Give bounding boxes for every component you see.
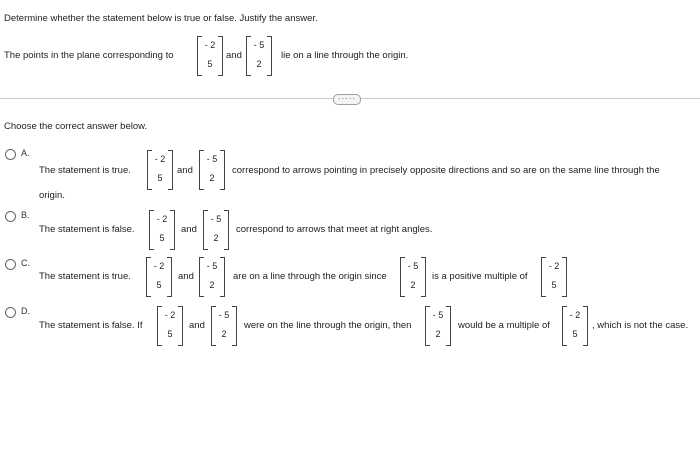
vector-a-top: - 2: [204, 40, 216, 50]
option-c-vector-a-top: - 2: [153, 261, 165, 271]
option-c-vector-a-bottom: 5: [156, 280, 162, 290]
option-c-and: and: [178, 271, 194, 282]
option-a-vector-b-bottom: 2: [209, 173, 215, 183]
vector-b-matrix: [246, 36, 272, 76]
vector-b-bottom: 2: [256, 59, 262, 69]
option-c-vector-b-2-top: - 5: [407, 261, 419, 271]
option-d-vector-a-2-top: - 2: [569, 310, 581, 320]
question-and: and: [226, 50, 242, 61]
option-c-radio[interactable]: [5, 259, 16, 270]
option-b-vector-b-bottom: 2: [213, 233, 219, 243]
question-statement-post: lie on a line through the origin.: [281, 50, 409, 61]
option-b-radio[interactable]: [5, 211, 16, 222]
option-c-vector-a-2-bottom: 5: [551, 280, 557, 290]
option-b-vector-a: [149, 210, 175, 250]
option-d-vector-b-top: - 5: [218, 310, 230, 320]
option-d-vector-a-2-bottom: 5: [572, 329, 578, 339]
option-b-letter: B.: [21, 210, 30, 220]
vector-b-top: - 5: [253, 40, 265, 50]
option-b-vector-a-top: - 2: [156, 214, 168, 224]
option-d-vector-a-top: - 2: [164, 310, 176, 320]
option-d-vector-b-2-top: - 5: [432, 310, 444, 320]
option-a-text-pre: The statement is true.: [39, 165, 131, 176]
option-c-vector-b-2: [400, 257, 426, 297]
option-c-vector-b-2-bottom: 2: [410, 280, 416, 290]
option-d-letter: D.: [21, 306, 30, 316]
option-b-vector-b: [203, 210, 229, 250]
option-a-vector-b: [199, 150, 225, 190]
option-d-text-mid2: would be a multiple of: [458, 320, 550, 331]
option-c-vector-a: [146, 257, 172, 297]
option-b-text-pre: The statement is false.: [39, 224, 135, 235]
option-c-letter: C.: [21, 258, 30, 268]
option-a-vector-a: [147, 150, 173, 190]
option-c-vector-a-2-top: - 2: [548, 261, 560, 271]
option-c-text-pre: The statement is true.: [39, 271, 131, 282]
option-d-vector-a-2: [562, 306, 588, 346]
expand-more-button[interactable]: ·····: [333, 94, 361, 105]
option-c-vector-b-bottom: 2: [209, 280, 215, 290]
option-a-vector-a-top: - 2: [154, 154, 166, 164]
option-c-vector-b: [199, 257, 225, 297]
option-c-text-mid2: is a positive multiple of: [432, 271, 528, 282]
option-d-and: and: [189, 320, 205, 331]
option-d-radio[interactable]: [5, 307, 16, 318]
option-d-vector-b-2: [425, 306, 451, 346]
vector-a-matrix: [197, 36, 223, 76]
option-d-vector-b: [211, 306, 237, 346]
option-d-vector-b-2-bottom: 2: [435, 329, 441, 339]
option-d-text-post: , which is not the case.: [592, 320, 689, 331]
option-d-vector-a-bottom: 5: [167, 329, 173, 339]
vector-a-bottom: 5: [207, 59, 213, 69]
question-instruction: Determine whether the statement below is true or false. Justify the answer.: [4, 13, 318, 24]
option-b-vector-b-top: - 5: [210, 214, 222, 224]
option-d-text-pre: The statement is false. If: [39, 320, 143, 331]
option-a-vector-a-bottom: 5: [157, 173, 163, 183]
option-d-vector-a: [157, 306, 183, 346]
option-d-vector-b-bottom: 2: [221, 329, 227, 339]
option-a-radio[interactable]: [5, 149, 16, 160]
choose-prompt: Choose the correct answer below.: [4, 121, 148, 132]
option-c-vector-b-top: - 5: [206, 261, 218, 271]
option-c-text-mid: are on a line through the origin since: [233, 271, 387, 282]
option-b-vector-a-bottom: 5: [159, 233, 165, 243]
option-d-text-mid: were on the line through the origin, then: [244, 320, 412, 331]
option-a-text-cont: origin.: [39, 190, 65, 201]
option-a-text-post: correspond to arrows pointing in precisely opposite directions and so are on the same line through the: [232, 165, 660, 176]
option-b-text-post: correspond to arrows that meet at right angles.: [236, 224, 433, 235]
option-b-and: and: [181, 224, 197, 235]
question-statement-pre: The points in the plane corresponding to: [4, 50, 174, 61]
option-a-and: and: [177, 165, 193, 176]
option-a-letter: A.: [21, 148, 30, 158]
option-a-vector-b-top: - 5: [206, 154, 218, 164]
option-c-vector-a-2: [541, 257, 567, 297]
